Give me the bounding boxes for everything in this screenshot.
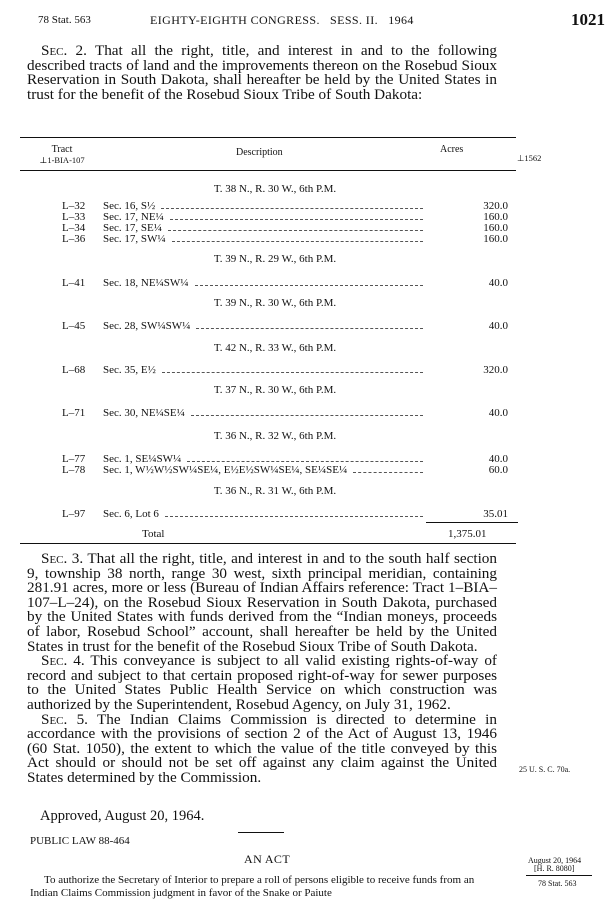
sections-3-5 [27,552,497,786]
table-row [38,407,508,420]
leader-dots [353,472,423,473]
tract-acres: 40.0 [488,320,508,332]
table-row [38,364,508,377]
tract-acres: 160.0 [483,211,508,223]
section-5-text: The Indian Claims Commission is directed to determine in accordance with the provisions of section 2 of the Act of August 13, 1946 (60 Stat. 1050), the extent to which the value of the title conveyed by this Act should or should not be set off against any claim against the United States determined by the Commission. [27,710,497,786]
leader-dots [191,415,423,416]
tract-acres: 60.0 [488,464,508,476]
tract-number: L–45 [62,320,86,332]
township-heading: T. 39 N., R. 30 W., 6th P.M. [213,297,337,309]
tract-number: L–78 [62,464,86,476]
section-2 [27,44,497,102]
leader-dots [187,461,423,462]
tract-description: Sec. 35, E½ [103,364,156,376]
total-rule [426,522,518,523]
tract-description: Sec. 1, W½W½SW¼SE¼, E½E½SW¼SE¼, SE¼SE¼ [103,464,348,476]
tract-number: L–41 [62,277,86,289]
leader-dots [168,230,423,231]
section-3-label: Sec. 3. [41,550,84,567]
separator-rule [238,832,284,833]
tract-description: Sec. 28, SW¼SW¼ [103,320,191,332]
leader-dots [172,241,423,242]
section-2-text: That all the right, title, and interest in and to the following described tracts of land and the improvements thereon on the Rosebud Sioux Reservation in South Dakota, shall hereafter be held by the United States in trust for the benefit of the Rosebud Sioux Tribe of South Dakota: [27,42,497,103]
tract-number: L–33 [62,211,86,223]
table-row [38,464,508,477]
tract-acres: 35.01 [483,508,508,520]
header-congress: EIGHTY-EIGHTH CONGRESS. SESS. II. 1964 [150,13,414,27]
col-tract-header [38,145,86,165]
col-description-header: Description [236,147,283,158]
tract-number: L–71 [62,407,86,419]
total-value: 1,375.01 [448,528,487,540]
header-stat: 78 Stat. 563 [38,14,91,26]
township-heading: T. 38 N., R. 30 W., 6th P.M. [213,183,337,195]
township-heading: T. 36 N., R. 32 W., 6th P.M. [213,430,337,442]
tract-description: Sec. 17, SE¼ [103,222,162,234]
tract-description: Sec. 17, SW¼ [103,233,166,245]
an-act-heading: AN ACT [244,852,291,866]
tract-acres: 40.0 [488,277,508,289]
township-heading: T. 39 N., R. 29 W., 6th P.M. [213,253,337,265]
approved-line: Approved, August 20, 1964. [40,808,205,824]
table-bottom-rule [20,543,516,544]
tract-acres: 40.0 [488,407,508,419]
margin-ref-1562: ⊥1562 [517,153,542,163]
table-top-rule [20,137,516,138]
table-row [38,277,508,290]
township-heading: T. 42 N., R. 33 W., 6th P.M. [213,342,337,354]
margin-note-25usc: 25 U. S. C. 70a. [519,765,571,774]
tract-description: Sec. 16, S½ [103,200,156,212]
tract-number: L–68 [62,364,86,376]
tract-number: L–97 [62,508,86,520]
township-heading: T. 37 N., R. 30 W., 6th P.M. [213,384,337,396]
section-4-text: This conveyance is subject to all valid existing rights-of-way of record and subject to that certain proposed right-of-way for sewer purposes to the United States Public Health Service on which construction was authorized by the Superintendent, Rosebud Agency, on July 31, 1962. [27,652,497,713]
tract-acres: 320.0 [483,200,508,212]
col-tract-sublabel: ⊥1-BIA-107 [39,155,85,165]
tract-acres: 160.0 [483,222,508,234]
tract-description: Sec. 18, NE¼SW¼ [103,277,189,289]
section-5-label: Sec. 5. [41,710,88,728]
page-number: 1021 [571,10,605,29]
tract-number: L–77 [62,453,86,465]
sidebar-date: August 20, 1964 [528,856,582,865]
tract-description: Sec. 6, Lot 6 [103,508,159,520]
table-row [38,233,508,246]
tract-description: Sec. 17, NE¼ [103,211,164,223]
leader-dots [195,285,423,286]
tract-description: Sec. 30, NE¼SE¼ [103,407,185,419]
act-purpose: To authorize the Secretary of Interior to prepare a roll of persons eligible to receive funds from an Indian Claims Commission judgment in favor of the Snake or Paiute [30,874,475,899]
tract-number: L–36 [62,233,86,245]
public-law-number: PUBLIC LAW 88-464 [30,835,130,847]
leader-dots [161,208,423,209]
tract-acres: 320.0 [483,364,508,376]
tract-acres: 40.0 [488,453,508,465]
leader-dots [170,219,423,220]
section-2-label: Sec. 2. [41,42,87,59]
tract-number: L–32 [62,200,86,212]
sidebar-stat: 78 Stat. 563 [538,879,577,888]
section-3-text: That all the right, title, and interest in and to the south half section 9, township 38 north, range 30 west, sixth principal meridian, containing 281.91 acres, more or less (Bureau of Indian Affairs reference: Tract 1–BIA–107–L–24), on the Rosebud Sioux Reservation in South Dakota, purchased by the United States with funds derived from the “Indian moneys, proceeds of labor, Rosebud School” account, shall hereafter be held by the United States in trust for the benefit of the Rosebud Sioux Tribe of South Dakota. [27,550,497,655]
table-header-rule [20,170,516,171]
leader-dots [196,328,423,329]
table-row [38,320,508,333]
tract-description: Sec. 1, SE¼SW¼ [103,453,182,465]
sidebar-rule [526,875,592,876]
col-acres-header: Acres [440,144,464,155]
col-tract-label: Tract [51,144,73,155]
sidebar-bill: [H. R. 8080] [534,864,575,873]
total-label: Total [142,528,165,540]
section-4-label: Sec. 4. [41,652,85,670]
leader-dots [165,516,423,517]
table-row [38,508,508,521]
leader-dots [162,372,423,373]
tract-number: L–34 [62,222,86,234]
tract-acres: 160.0 [483,233,508,245]
township-heading: T. 36 N., R. 31 W., 6th P.M. [213,485,337,497]
